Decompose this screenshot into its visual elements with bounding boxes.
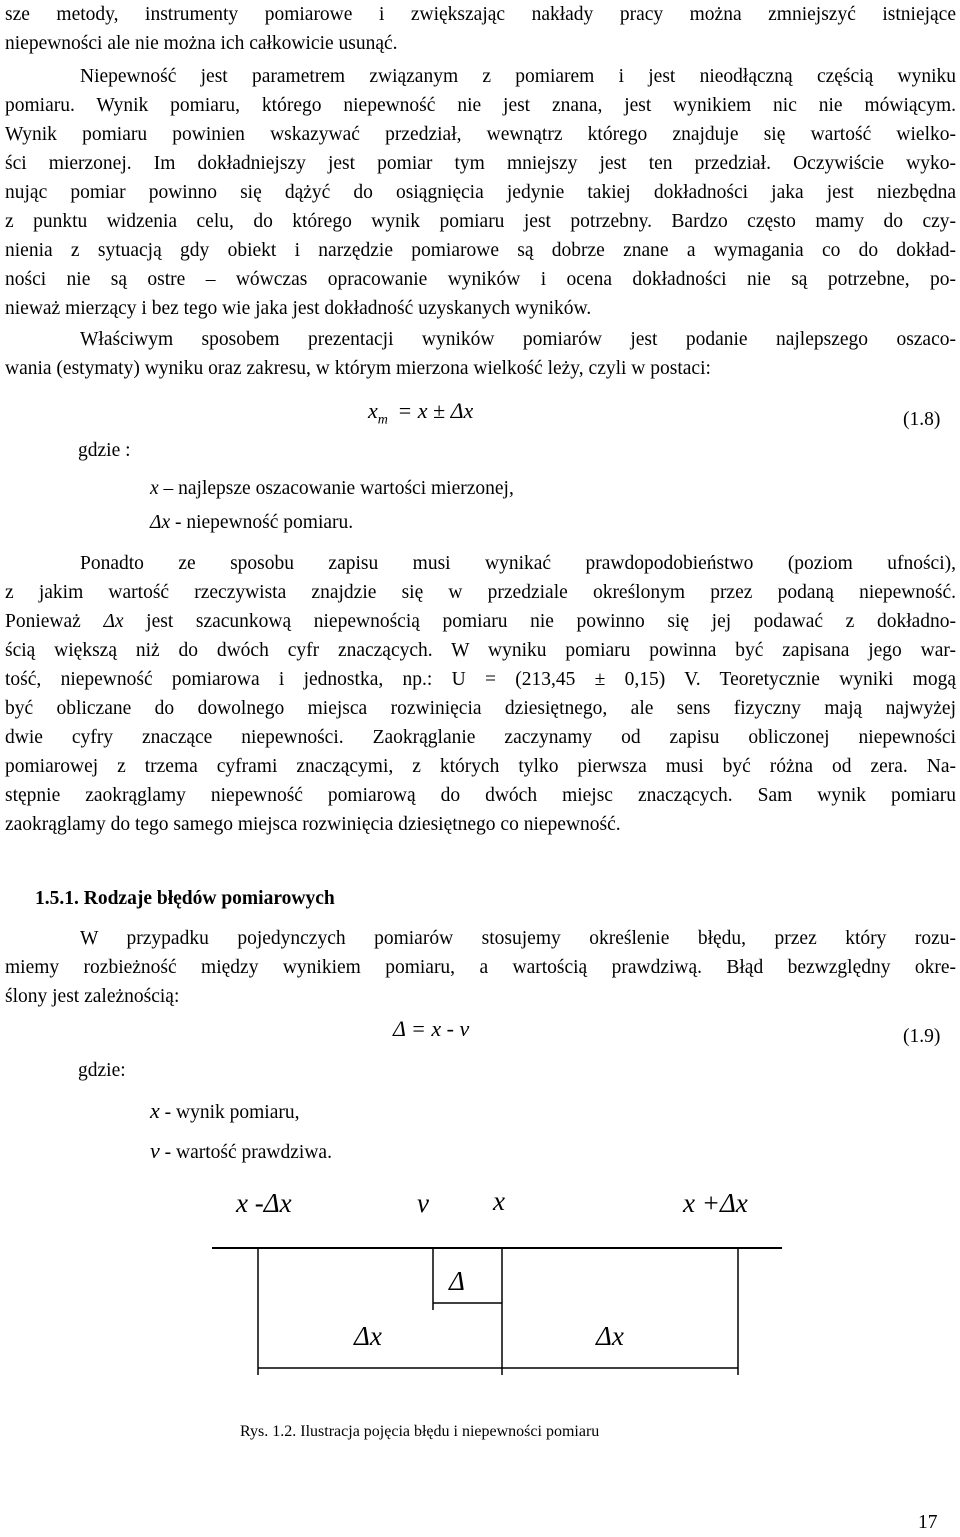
caption-prefix: Rys. 1.2.: [240, 1423, 297, 1440]
text-line: pomiaru. Wynik pomiaru, którego niepewność nie jest znana, jest wynikiem nic nie mówiącym.: [5, 95, 956, 116]
text-fragment: jest szacunkową niepewnością pomiaru nie powinno się jej podawać z dokładno-: [146, 611, 957, 632]
equation-number: (1.9): [903, 1026, 941, 1047]
symbol-nu: ν: [150, 1138, 160, 1163]
text-line: ślony jest zależnością:: [5, 986, 180, 1007]
text-line: zaokrąglamy do tego samego miejsca rozwinięcia dziesiętnego co niepewność.: [5, 814, 621, 835]
equation-expression: Δ = x - ν: [393, 1016, 470, 1041]
text-line: pomiarowej z trzema cyframi znaczącymi, z których tylko pierwsza musi być różna od zera. Na-: [5, 756, 956, 777]
equation-rhs: = x ± Δx: [397, 398, 474, 423]
text-line: z punktu widzenia celu, do którego wynik pomiaru jest potrzebny. Bardzo często mamy do czy-: [5, 211, 956, 232]
label-true-value: ν: [417, 1188, 429, 1218]
text-line: wania (estymaty) wyniku oraz zakresu, w którym mierzona wielkość leży, czyli w postaci:: [5, 358, 711, 379]
caption-text: Ilustracja pojęcia błędu i niepewności pomiaru: [300, 1423, 600, 1440]
label-dx-left: Δx: [354, 1321, 382, 1351]
text-line: nienia z sytuacją gdy obiekt i narzędzie pomiarowe są dobrze znane a wymagania co do dokład-: [5, 240, 956, 261]
section-title: Rodzaje błędów pomiarowych: [83, 888, 335, 909]
text-line: W przypadku pojedynczych pomiarów stosujemy określenie błędu, przez który rozu-: [80, 928, 956, 949]
figure-caption: [240, 1423, 599, 1441]
equation-number: (1.8): [903, 409, 941, 430]
where-label: gdzie :: [78, 440, 131, 461]
text-line: niepewności ale nie można ich całkowicie usunąć.: [5, 33, 398, 54]
text-line: nując pomiar powinno się dążyć do osiągnięcia jedynie takiej dokładności jaka jest niezbędna: [5, 182, 956, 203]
definition-text: - wartość prawdziwa.: [164, 1142, 332, 1163]
text-line: dwie cyfry znaczące niepewności. Zaokrąglanie zaczynamy od zapisu obliczonej niepewności: [5, 727, 956, 748]
text-line: Ponadto ze sposobu zapisu musi wynikać prawdopodobieństwo (poziom ufności),: [80, 553, 956, 574]
text-line: tość, niepewność pomiarowa i jednostka, np.: U = (213,45 ± 0,15) V. Teoretycznie wyniki mogą: [5, 669, 956, 690]
equation-lhs: x: [368, 398, 378, 423]
page-number: 17: [918, 1512, 938, 1533]
symbol-delta-x: Δx: [103, 611, 124, 632]
symbol-x: x: [150, 1098, 160, 1123]
text-line: ści mierzonej. Im dokładniejszy jest pomiar tym mniejszy jest ten przedział. Oczywiście wyko-: [5, 153, 956, 174]
text-line: z jakim wartość rzeczywista znajdzie się w przedziale określonym przez podaną niepewność.: [5, 582, 956, 603]
text-line: Niepewność jest parametrem związanym z pomiarem i jest nieodłączną częścią wyniku: [80, 66, 956, 87]
text-line: Właściwym sposobem prezentacji wyników pomiarów jest podanie najlepszego oszaco-: [80, 329, 956, 350]
label-x-minus-dx: x -Δx: [236, 1188, 292, 1218]
text-line: nieważ mierzący i bez tego wie jaka jest dokładność uzyskanych wyników.: [5, 298, 592, 319]
symbol-x: x: [150, 478, 159, 499]
text-line: Wynik pomiaru powinien wskazywać przedział, wewnątrz którego znajduje się wartość wielko-: [5, 124, 956, 145]
equation-subscript: m: [377, 412, 388, 428]
text-line: sze metody, instrumenty pomiarowe i zwiększając nakłady pracy można zmniejszyć istniejące: [5, 4, 956, 25]
definition-text: – najlepsze oszacowanie wartości mierzonej,: [163, 478, 514, 499]
label-x-plus-dx: x +Δx: [683, 1188, 748, 1218]
text-line: miemy rozbieżność między wynikiem pomiaru, a wartością prawdziwą. Błąd bezwzględny okre-: [5, 957, 956, 978]
where-label: gdzie:: [78, 1060, 126, 1081]
label-measured-value: x: [493, 1186, 505, 1216]
text-line: stępnie zaokrąglamy niepewność pomiarową do dwóch miejsc znaczących. Sam wynik pomiaru: [5, 785, 956, 806]
text-fragment: Ponieważ: [5, 611, 81, 632]
text-line: ności nie są ostre – wówczas opracowanie wyników i ocena dokładności nie są potrzebne, po-: [5, 269, 956, 290]
text-line: być obliczane do dowolnego miejsca rozwinięcia dziesiętnego, ale sens fizyczny mają najwyżej: [5, 698, 956, 719]
label-dx-right: Δx: [596, 1321, 624, 1351]
definition-text: - wynik pomiaru,: [164, 1102, 300, 1123]
label-error-delta: Δ: [449, 1266, 465, 1296]
symbol-delta-x: Δx: [150, 512, 171, 533]
section-number: 1.5.1.: [35, 888, 79, 909]
text-line: ścią większą niż do dwóch cyfr znaczących. W wyniku pomiaru powinna być zapisana jego war-: [5, 640, 956, 661]
definition-text: - niepewność pomiaru.: [174, 512, 354, 533]
